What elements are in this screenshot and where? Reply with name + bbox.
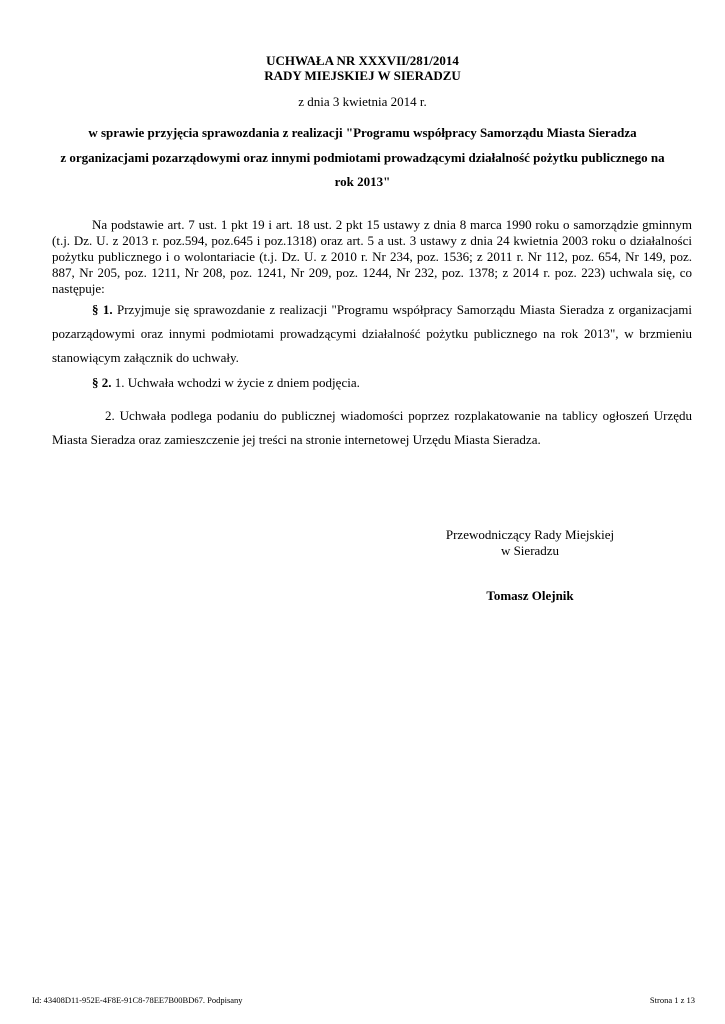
section-2-point-2: 2. Uchwała podlega podaniu do publicznej wiadomości poprzez rozplakatowanie na tablicy ogłoszeń Urzędu Miasta Sieradza oraz zamieszczenie jej treści na stronie internetowej Urzędu Miasta Sieradza. <box>52 408 692 447</box>
section-1-text: Przyjmuje się sprawozdanie z realizacji "Programu współpracy Samorządu Miasta Sieradza z organizacjami pozarządowymi oraz innymi podmiotami prowadzącymi działalność pożytku publicznego na rok 2013", w brzmieniu stanowiącym załącznik do uchwały. <box>52 302 693 365</box>
subject-line-1: w sprawie przyjęcia sprawozdania z realizacji "Programu współpracy Samorządu Miasta Sieradza <box>88 125 637 140</box>
council-name: RADY MIEJSKIEJ W SIERADZU <box>264 68 461 83</box>
section-2-label: § 2. <box>92 375 112 390</box>
subject-line-3: rok 2013" <box>334 174 391 189</box>
section-2-text: 1. Uchwała wchodzi w życie z dniem podjęcia. <box>111 375 360 390</box>
section-1-paragraph <box>52 298 692 370</box>
resolution-number: UCHWAŁA NR XXXVII/281/2014 <box>266 53 459 68</box>
subject-line-2: z organizacjami pozarządowymi oraz innymi podmiotami prowadzącymi działalność pożytku publicznego na <box>60 150 665 165</box>
signatory-title-line-1: Przewodniczący Rady Miejskiej <box>445 527 615 542</box>
section-2-paragraph <box>52 375 692 391</box>
document-id-footer: Id: 43408D11-952E-4F8E-91C8-78EE7B00BD67. Podpisany <box>32 995 243 1005</box>
legal-basis-paragraph: Na podstawie art. 7 ust. 1 pkt 19 i art. 18 ust. 2 pkt 15 ustawy z dnia 8 marca 1990 roku o samorządzie gminnym (t.j. Dz. U. z 2013 r. poz.594, poz.645 i poz.1318) oraz art. 5 a ust. 3 ustawy z dnia 24 kwietnia 2003 roku o działalności pożytku publicznego i o wolontariacie (t.j. Dz. U. z 2010 r. Nr 234, poz. 1536; z 2011 r. Nr 112, poz. 654, Nr 149, poz. 887, Nr 205, poz. 1211, Nr 208, poz. 1241, Nr 209, poz. 1244, Nr 232, poz. 1378; z 2014 r. poz. 223) uchwala się, co następuje: <box>52 217 692 296</box>
page-number-footer: Strona 1 z 13 <box>649 995 695 1005</box>
signatory-title-line-2: w Sieradzu <box>500 543 560 558</box>
resolution-date: z dnia 3 kwietnia 2014 r. <box>298 94 427 109</box>
signatory-name: Tomasz Olejnik <box>486 588 574 603</box>
section-1-label: § 1. <box>92 302 113 317</box>
